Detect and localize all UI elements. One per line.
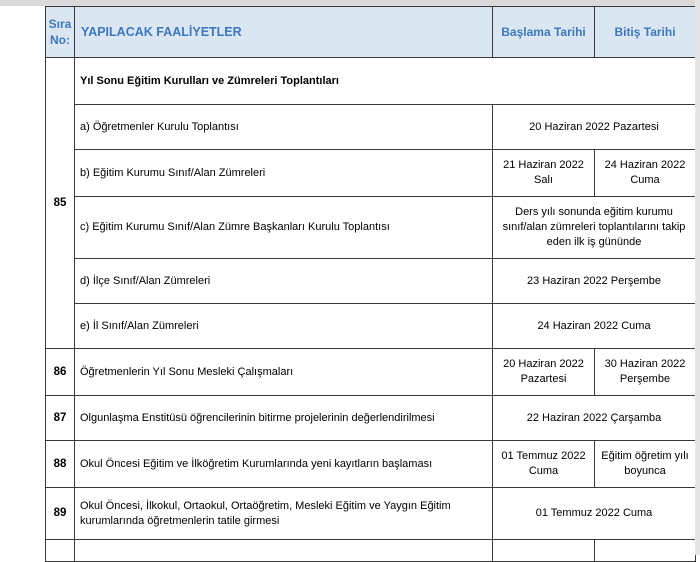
row85-c-label: c) Eğitim Kurumu Sınıf/Alan Zümre Başkanları Kurulu Toplantısı [75,197,493,259]
table-header-row [46,7,696,58]
header-end-date: Bitiş Tarihi [595,7,696,58]
row85-c-date [493,197,696,259]
row-number: 86 [46,349,75,396]
partial-cell [75,540,493,562]
row85-b-end-l2: Cuma [630,174,660,186]
table-row [46,441,696,488]
row85-b-start [493,150,595,197]
row88-start-l1: 01 Temmuz 2022 [501,450,586,462]
table-row [46,197,696,259]
row88-end-l1: Eğitim öğretim yılı [601,450,689,462]
row89-label [75,488,493,540]
row85-c-date-l2: sınıf/alan zümreleri toplantılarını takip [502,221,686,233]
row85-b-start-l2: Salı [534,174,553,186]
table-row [46,349,696,396]
row85-e-label: e) İl Sınıf/Alan Zümreleri [75,304,493,349]
row88-start-l2: Cuma [528,465,559,477]
row87-label: Olgunlaşma Enstitüsü öğrencilerinin bitirme projelerinin değerlendirilmesi [75,396,493,441]
row85-b-label: b) Eğitim Kurumu Sınıf/Alan Zümreleri [75,150,493,197]
row-number: 88 [46,441,75,488]
table-row [46,304,696,349]
table-row [46,259,696,304]
table-row [46,58,696,105]
right-edge-strip [695,0,700,555]
row85-e-date: 24 Haziran 2022 Cuma [493,304,696,349]
row85-a-label: a) Öğretmenler Kurulu Toplantısı [75,105,493,150]
partial-cell [493,540,595,562]
row85-a-date: 20 Haziran 2022 Pazartesi [493,105,696,150]
row89-label-l2: kurumlarında öğretmenlerin tatile girmesi [80,514,280,527]
header-start-date: Başlama Tarihi [493,7,595,58]
header-no-line2: No: [50,33,70,47]
row86-start-l2: Pazartesi [520,373,567,385]
row85-c-date-l1: Ders yılı sonunda eğitim kurumu [515,206,673,218]
row85-b-end-l1: 24 Haziran 2022 [604,159,686,171]
row89-date: 01 Temmuz 2022 Cuma [493,488,696,540]
row89-label-l1: Okul Öncesi, İlkokul, Ortaokul, Ortaöğretim, Mesleki Eğitim ve Yaygın Eğitim [80,499,451,512]
partial-cell [46,540,75,562]
header-row-number [46,7,75,58]
row86-start-l1: 20 Haziran 2022 [503,358,584,370]
row86-end-l1: 30 Haziran 2022 [604,358,686,370]
row86-start [493,349,595,396]
row86-end [595,349,696,396]
table-row [46,150,696,197]
row88-end [595,441,696,488]
row-number: 85 [46,58,75,349]
row88-end-l2: boyunca [624,465,666,477]
table-row [46,105,696,150]
schedule-table-wrapper [45,6,695,562]
row85-d-label: d) İlçe Sınıf/Alan Zümreleri [75,259,493,304]
row86-end-l2: Perşembe [619,373,671,385]
table-row [46,488,696,540]
header-activities: YAPILACAK FAALİYETLER [75,7,493,58]
row87-date: 22 Haziran 2022 Çarşamba [493,396,696,441]
row88-label: Okul Öncesi Eğitim ve İlköğretim Kurumlarında yeni kayıtların başlaması [75,441,493,488]
row86-label: Öğretmenlerin Yıl Sonu Mesleki Çalışmaları [75,349,493,396]
row85-c-date-l3: eden ilk iş gününde [546,236,642,248]
row85-title: Yıl Sonu Eğitim Kurulları ve Zümreleri Toplantıları [75,58,696,105]
row85-b-end [595,150,696,197]
header-no-line1: Sıra [48,17,72,31]
row85-b-start-l1: 21 Haziran 2022 [503,159,584,171]
activity-schedule-table [45,6,696,562]
row-number: 87 [46,396,75,441]
table-row [46,396,696,441]
row-number: 89 [46,488,75,540]
row85-d-date: 23 Haziran 2022 Perşembe [493,259,696,304]
table-row-partial [46,540,696,562]
partial-cell [595,540,696,562]
row88-start [493,441,595,488]
